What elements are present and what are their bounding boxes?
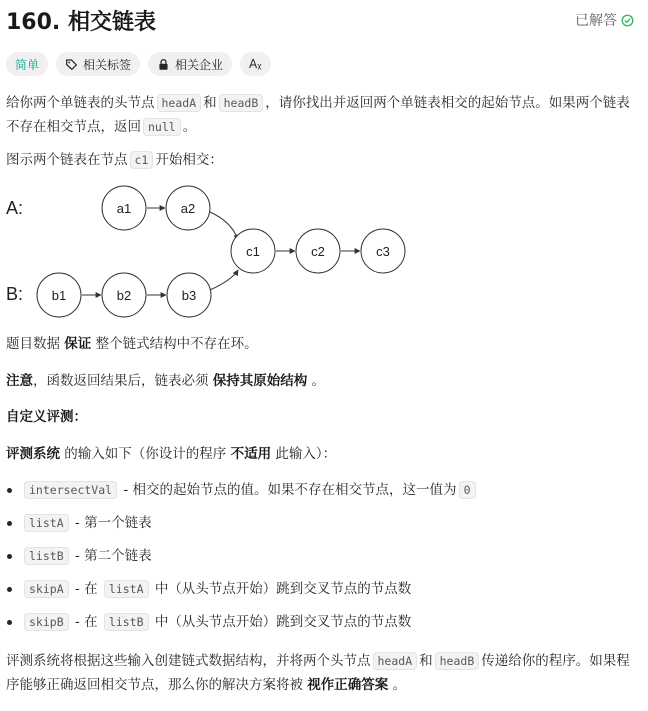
- tag-icon: [65, 58, 78, 71]
- list-b-label: B:: [6, 284, 24, 304]
- input-param-list: [6, 478, 634, 643]
- check-circle-icon: [621, 14, 634, 27]
- list-item: [6, 511, 634, 544]
- text: 。: [392, 677, 407, 693]
- list-item: [6, 478, 634, 511]
- text: ，函数返回结果后，链表必须: [33, 373, 209, 389]
- topics-tag-button[interactable]: [56, 52, 140, 76]
- code-headB: headB: [435, 652, 480, 670]
- text: 给你两个单链表的头节点: [6, 95, 155, 111]
- edge-a2-c1: [210, 212, 238, 240]
- list-a-label: A:: [6, 198, 24, 218]
- code-skipA: skipA: [24, 580, 69, 598]
- topics-label: 相关标签: [83, 57, 132, 72]
- text: - 第二个链表: [74, 548, 152, 564]
- text: 传递给你的程序。如果程序能够正确返回相交节点，那么你的解决方案将被: [6, 653, 630, 693]
- code-listA: listA: [24, 514, 69, 532]
- node-c3: [361, 229, 405, 273]
- text: 开始相交：: [155, 152, 223, 168]
- guarantee-text: [6, 332, 634, 356]
- font-size-icon: Aᵪ: [249, 57, 262, 71]
- node-b2: [102, 273, 146, 317]
- section-heading: 自定义评测：: [6, 409, 87, 425]
- custom-judge-intro: [6, 442, 634, 466]
- code-headA: headA: [157, 94, 202, 112]
- node-b2-label: b2: [116, 288, 132, 303]
- node-a1: [102, 186, 146, 230]
- list-item: [6, 544, 634, 577]
- text: 的输入如下（你设计的程序: [64, 446, 227, 462]
- tag-bar: [6, 52, 271, 76]
- difficulty-label: 简单: [15, 57, 40, 72]
- companies-tag-button[interactable]: [148, 52, 232, 76]
- node-b3-label: b3: [181, 288, 197, 303]
- node-c3-label: c3: [376, 244, 390, 259]
- companies-label: 相关企业: [175, 57, 224, 72]
- text: ，请你找出并返回两个单链表相交的起始节点。如果两个链表不存在相交节点，返回: [6, 95, 630, 135]
- code-headA: headA: [373, 652, 418, 670]
- solved-status: [575, 10, 634, 30]
- code-listA: listA: [104, 580, 149, 598]
- code-skipB: skipB: [24, 613, 69, 631]
- text: 和: [203, 95, 217, 111]
- solved-label: 已解答: [575, 13, 617, 29]
- edge-b3-c1: [210, 270, 238, 290]
- bold-text: 视作正确答案: [307, 677, 389, 693]
- bold-text: 保持其原始结构: [212, 373, 308, 389]
- description-p1: [6, 91, 634, 139]
- bold-text: 保证: [64, 336, 92, 352]
- list-item: [6, 577, 634, 610]
- node-a2-label: a2: [180, 201, 196, 216]
- text: 和: [419, 653, 433, 669]
- page-title: 160. 相交链表: [6, 10, 156, 35]
- text: - 相交的起始节点的值。如果不存在相交节点，这一值为: [123, 482, 457, 498]
- node-b1: [37, 273, 81, 317]
- node-b1-label: b1: [51, 288, 67, 303]
- text: 。: [182, 119, 197, 135]
- code-c1: c1: [130, 151, 154, 169]
- description-p2: [6, 148, 634, 172]
- code-zero: 0: [459, 481, 476, 499]
- code-null: null: [143, 118, 181, 136]
- lock-icon: [157, 58, 170, 71]
- text: 题目数据: [6, 336, 60, 352]
- code-headB: headB: [219, 94, 264, 112]
- node-c2-label: c2: [311, 244, 325, 259]
- bold-text: 注意: [6, 373, 33, 389]
- node-b3: [167, 273, 211, 317]
- text: 整个链式结构中不存在环。: [95, 336, 258, 352]
- custom-judge-heading: [6, 405, 634, 429]
- text: - 在: [74, 581, 98, 597]
- closing-text: [6, 649, 634, 697]
- bold-text: 评测系统: [6, 446, 60, 462]
- linked-list-diagram: [0, 180, 420, 320]
- text: 中（从头节点开始）跳到交叉节点的节点数: [154, 581, 412, 597]
- code-listB: listB: [104, 613, 149, 631]
- node-c2: [296, 229, 340, 273]
- note-text: [6, 369, 634, 393]
- text: - 在: [74, 614, 98, 630]
- node-a1-label: a1: [116, 201, 132, 216]
- text: 图示两个链表在节点: [6, 152, 128, 168]
- text: 此输入）：: [275, 446, 337, 462]
- text: 。: [311, 373, 326, 389]
- code-intersectVal: intersectVal: [24, 481, 117, 499]
- difficulty-tag[interactable]: [6, 52, 48, 76]
- list-item: [6, 610, 634, 643]
- node-c1-label: c1: [246, 244, 260, 259]
- font-size-button[interactable]: [240, 52, 271, 76]
- text: - 第一个链表: [74, 515, 152, 531]
- code-listB: listB: [24, 547, 69, 565]
- node-a2: [166, 186, 210, 230]
- bold-text: 不适用: [230, 446, 272, 462]
- text: 中（从头节点开始）跳到交叉节点的节点数: [154, 614, 412, 630]
- node-c1: [231, 229, 275, 273]
- text: 评测系统将根据这些输入创建链式数据结构，并将两个头节点: [6, 653, 371, 669]
